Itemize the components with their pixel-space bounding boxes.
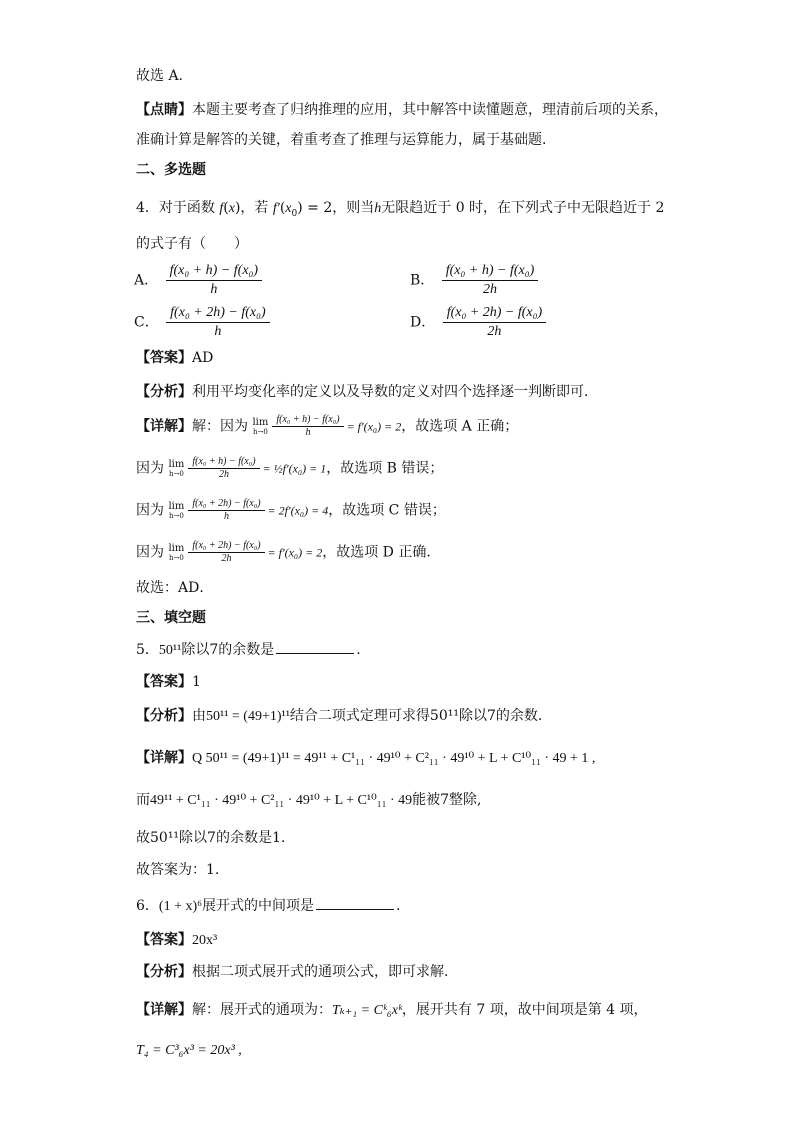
- option-fraction: [442, 262, 538, 299]
- fraction-numerator: f(x₀ + 2h) − f(x₀): [188, 540, 264, 553]
- q5-detail-expr: Q 50¹¹ = (49+1)¹¹ = 49¹¹ + C¹₁₁ · 49¹⁰ + C²₁₁ · 49¹⁰ + L + C¹⁰₁₁ · 49 + 1 ,: [192, 751, 596, 766]
- detail-fraction: [188, 498, 264, 523]
- answer-tag: 【答案】: [136, 674, 192, 690]
- q5-expr: 50¹¹: [158, 643, 182, 658]
- comment-tag: 【点睛】: [136, 102, 192, 118]
- q4-stem-b: ，若: [240, 200, 269, 216]
- q5-analysis-b: 结合二项式定理可求得: [289, 708, 430, 724]
- limit-operator: [168, 544, 184, 562]
- conclusion-line: 故选 A.: [136, 68, 184, 84]
- analysis-tag: 【分析】: [136, 964, 192, 980]
- q5-detail-line-3: 故50¹¹除以7的余数是1.: [136, 830, 286, 846]
- q5-analysis-expr: 50¹¹ = (49+1)¹¹: [206, 709, 290, 724]
- answer-tag: 【答案】: [136, 932, 192, 948]
- q6-stem-end: .: [396, 898, 401, 914]
- detail-tag: 【详解】: [136, 418, 192, 435]
- fraction-denominator: h: [210, 282, 218, 297]
- q6-detail-a: 解：展开式的通项为：: [192, 1002, 332, 1018]
- q4-stem-c: ，则当: [332, 200, 375, 216]
- q5-final: 故答案为：1.: [136, 862, 220, 878]
- q4-func-expr: f: [219, 201, 224, 216]
- q6-stem: [136, 896, 400, 917]
- lim-label: lim: [168, 500, 185, 512]
- detail-tail: ，故选项 D 正确.: [322, 544, 431, 561]
- detail-fraction: [188, 456, 259, 481]
- q5-line2-tail: 能被7整除,: [412, 792, 482, 808]
- answer-blank[interactable]: [316, 897, 394, 910]
- q5-line2-expr: 而49¹¹ + C¹₁₁ · 49¹⁰ + C²₁₁ · 49¹⁰ + L + C¹⁰₁₁ · 49: [136, 793, 413, 808]
- detail-rhs: = f′(x₀) = 2: [267, 545, 323, 560]
- q4-stem-d: 无限趋近于 0 时，在下列式子中无限趋近于 2: [381, 200, 665, 216]
- q4-answer-line: [136, 348, 213, 368]
- q4-stem-line-2: 的式子有（ ）: [136, 236, 248, 252]
- detail-tail: ，故选项 B 错误；: [326, 460, 444, 477]
- q6-answer-line: [136, 930, 217, 951]
- fraction-numerator: f(x₀ + 2h) − f(x₀): [166, 304, 269, 323]
- fraction-denominator: 2h: [221, 553, 232, 564]
- lim-sub: h→0: [168, 469, 184, 478]
- analysis-tag: 【分析】: [136, 384, 192, 400]
- q4-option-b: [410, 262, 541, 299]
- q4-stem-line-1: 4．对于函数 f(x)，若 $f'(x_0) = 2$，则当h无限趋近于 0 时，在下列式子中无限趋近于 2: [136, 200, 665, 219]
- analysis-tag: 【分析】: [136, 708, 192, 724]
- lim-label: lim: [252, 416, 269, 428]
- option-fraction: [166, 304, 269, 341]
- lim-sub: h→0: [168, 553, 184, 562]
- q6-stem-text: 展开式的中间项是: [202, 898, 315, 914]
- fraction-denominator: h: [305, 427, 311, 438]
- q4-option-a: [134, 262, 265, 299]
- q6-answer: 20x³: [192, 933, 218, 948]
- comment-text-1: 本题主要考查了归纳推理的应用，其中解答中读懂题意，理清前后项的关系，: [192, 102, 668, 118]
- q4-analysis: 利用平均变化率的定义以及导数的定义对四个选择逐一判断即可．: [192, 384, 598, 400]
- q5-stem-text: 除以7的余数是: [181, 642, 275, 658]
- answer-tag: 【答案】: [136, 350, 192, 366]
- fraction-numerator: f(x₀ + h) − f(x₀): [272, 414, 343, 427]
- q5-analysis-a: 由: [192, 708, 206, 724]
- q4-derivative-expr: f′: [272, 201, 280, 216]
- option-label: D．: [410, 314, 436, 331]
- q4-answer: AD: [192, 350, 214, 366]
- q5-stem-end: .: [356, 642, 361, 658]
- q5-analysis-line: [136, 706, 542, 727]
- fraction-numerator: f(x₀ + h) − f(x₀): [442, 262, 538, 281]
- lim-label: lim: [168, 542, 185, 554]
- fraction-numerator: f(x₀ + 2h) − f(x₀): [188, 498, 264, 511]
- detail-prefix: 因为: [136, 460, 164, 477]
- q4-option-d: [410, 304, 549, 341]
- q4-stem-a: 4．对于函数: [136, 200, 215, 216]
- fraction-numerator: f(x₀ + 2h) − f(x₀): [443, 304, 546, 323]
- detail-tail: ，故选项 C 错误；: [328, 502, 446, 519]
- q6-detail-expr: Tₖ₊₁ = Cᵏ₆xᵏ: [332, 1003, 402, 1018]
- section-title-fill-in: 三、填空题: [136, 610, 206, 626]
- q5-number: 5．: [136, 642, 159, 658]
- q4-detail-line-4: [136, 540, 431, 565]
- detail-prefix: 因为: [136, 544, 164, 561]
- q6-expr: (1 + x)⁶: [158, 899, 203, 914]
- q6-detail-b: ，展开共有 7 项，故中间项是第 4 项，: [401, 1002, 648, 1018]
- fraction-denominator: 2h: [482, 282, 497, 297]
- q6-analysis-line: [136, 962, 448, 982]
- detail-fraction: [188, 540, 264, 565]
- q4-detail-line-3: [136, 498, 446, 523]
- q4-option-c: [134, 304, 273, 341]
- detail-rhs: = 2f′(x₀) = 4: [267, 503, 329, 518]
- detail-prefix: 解：因为: [192, 418, 248, 435]
- lim-sub: h→0: [252, 427, 268, 436]
- comment-line-2: 准确计算是解答的关键，着重考查了推理与运算能力，属于基础题.: [136, 132, 547, 148]
- option-label: B．: [410, 272, 435, 289]
- detail-prefix: 因为: [136, 502, 164, 519]
- fraction-numerator: f(x₀ + h) − f(x₀): [188, 456, 259, 469]
- q5-answer-line: [136, 672, 201, 692]
- lim-sub: h→0: [168, 511, 184, 520]
- q6-detail-line: [136, 1000, 648, 1021]
- answer-blank[interactable]: [276, 641, 354, 654]
- fraction-denominator: h: [223, 511, 229, 522]
- lim-label: lim: [168, 458, 185, 470]
- q4-analysis-line: [136, 382, 598, 402]
- q5-answer: 1: [192, 674, 201, 690]
- detail-tag: 【详解】: [136, 1002, 192, 1018]
- fraction-numerator: f(x₀ + h) − f(x₀): [166, 262, 262, 281]
- q6-last-expr: T₄ = C³₆x³ = 20x³ ,: [136, 1043, 242, 1058]
- detail-fraction: [272, 414, 343, 439]
- option-label: C．: [134, 314, 159, 331]
- q5-analysis-c: 50¹¹: [429, 708, 459, 724]
- limit-operator: [168, 502, 184, 520]
- q4-detail-line-1: [136, 414, 518, 439]
- section-title-multi-choice: 二、多选题: [136, 162, 206, 178]
- detail-rhs: = f′(x₀) = 2: [346, 419, 402, 434]
- q5-detail-line-2: [136, 790, 481, 811]
- q6-last-line: [136, 1040, 242, 1061]
- q4-detail-line-2: [136, 456, 443, 481]
- limit-operator: [168, 460, 184, 478]
- option-label: A．: [134, 272, 159, 289]
- q6-number: 6．: [136, 898, 159, 914]
- q5-stem: [136, 640, 361, 661]
- q4-final: 故选：AD．: [136, 580, 214, 596]
- detail-tail: ，故选项 A 正确；: [401, 418, 519, 435]
- comment-line-1: [136, 100, 668, 120]
- q5-analysis-d: 除以7的余数.: [458, 708, 543, 724]
- fraction-denominator: 2h: [487, 324, 502, 339]
- option-fraction: [166, 262, 262, 299]
- detail-rhs: = ½f′(x₀) = 1: [262, 461, 327, 476]
- q5-detail-line-1: [136, 748, 595, 769]
- detail-tag: 【详解】: [136, 750, 192, 766]
- option-fraction: [443, 304, 546, 341]
- q6-analysis: 根据二项式展开式的通项公式，即可求解.: [192, 964, 449, 980]
- fraction-denominator: h: [214, 324, 222, 339]
- limit-operator: [252, 418, 268, 436]
- fraction-denominator: 2h: [218, 469, 229, 480]
